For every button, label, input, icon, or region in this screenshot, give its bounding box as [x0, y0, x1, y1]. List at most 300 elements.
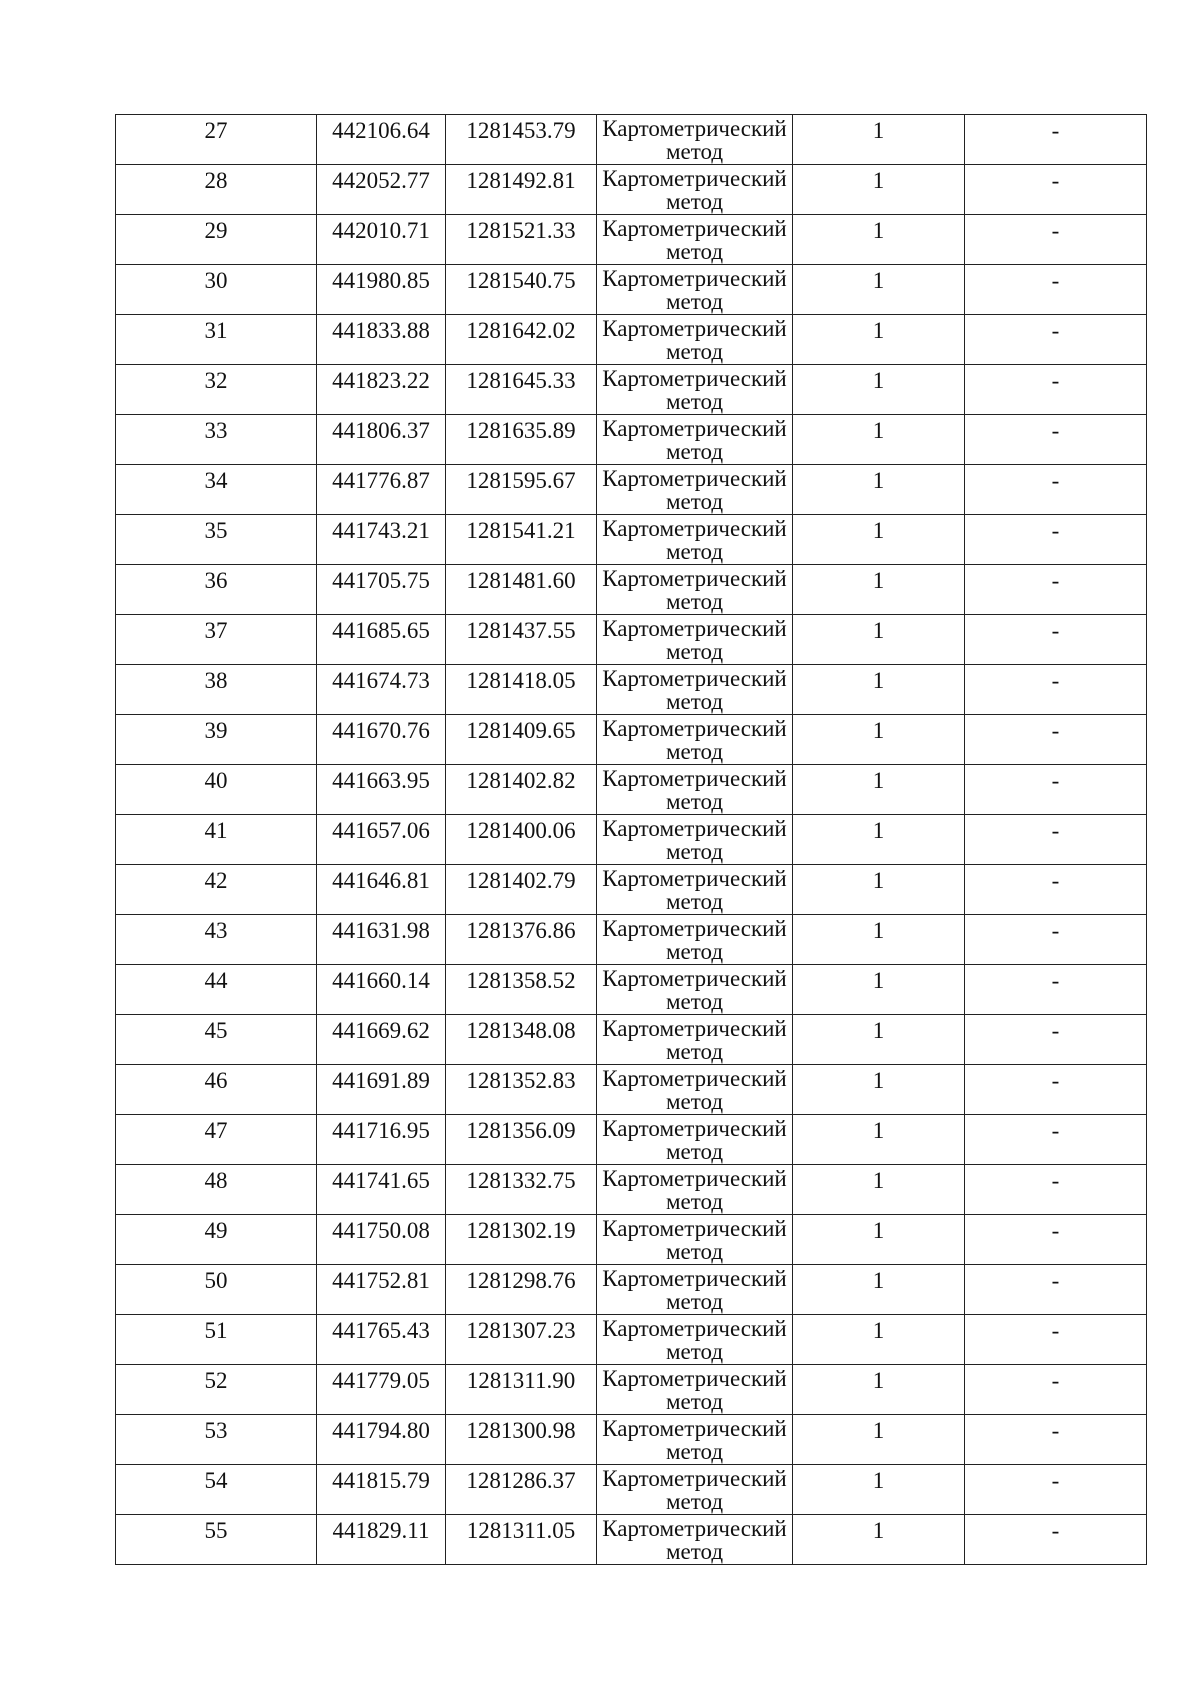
point-number-cell: [116, 1215, 317, 1265]
accuracy-cell: [793, 565, 965, 615]
note-cell-text: -: [1051, 718, 1060, 743]
coordinate-x-cell: [317, 1365, 446, 1415]
table-row: [116, 1215, 1147, 1265]
point-number-cell-text: 29: [204, 218, 228, 243]
coordinate-x-cell: [317, 1465, 446, 1515]
coordinate-y-cell: [446, 1365, 597, 1415]
coordinate-x-cell-text: 441815.79: [332, 1468, 430, 1493]
accuracy-cell: [793, 815, 965, 865]
accuracy-cell: [793, 1315, 965, 1365]
coordinate-x-cell-text: 441657.06: [332, 818, 430, 843]
accuracy-cell-text: 1: [872, 868, 885, 893]
accuracy-cell-text: 1: [872, 618, 885, 643]
coordinate-y-cell-text: 1281635.89: [466, 418, 576, 443]
method-cell-text: Картометрический метод: [602, 716, 787, 764]
method-cell: [597, 1115, 793, 1165]
table-row: [116, 965, 1147, 1015]
coordinate-x-cell-text: 442010.71: [332, 218, 430, 243]
coordinate-y-cell-text: 1281642.02: [466, 318, 576, 343]
coordinate-y-cell: [446, 1515, 597, 1565]
note-cell-text: -: [1051, 1218, 1060, 1243]
method-cell-text: Картометрический метод: [602, 916, 787, 964]
coordinate-x-cell-text: 441705.75: [332, 568, 430, 593]
accuracy-cell-text: 1: [872, 368, 885, 393]
point-number-cell: [116, 1315, 317, 1365]
table-row: [116, 165, 1147, 215]
accuracy-cell-text: 1: [872, 1168, 885, 1193]
point-number-cell: [116, 265, 317, 315]
point-number-cell: [116, 1365, 317, 1415]
note-cell-text: -: [1051, 168, 1060, 193]
point-number-cell-text: 47: [204, 1118, 228, 1143]
coordinate-y-cell-text: 1281402.82: [466, 768, 576, 793]
coordinate-y-cell-text: 1281311.90: [466, 1368, 576, 1393]
table-row: [116, 265, 1147, 315]
method-cell-text: Картометрический метод: [602, 1116, 787, 1164]
method-cell: [597, 1215, 793, 1265]
coordinate-x-cell: [317, 615, 446, 665]
note-cell: [965, 1115, 1147, 1165]
point-number-cell-text: 41: [204, 818, 228, 843]
note-cell: [965, 1515, 1147, 1565]
table-row: [116, 1115, 1147, 1165]
table-row: [116, 1515, 1147, 1565]
coordinate-x-cell: [317, 965, 446, 1015]
note-cell: [965, 465, 1147, 515]
coordinate-y-cell-text: 1281298.76: [466, 1268, 576, 1293]
note-cell: [965, 1015, 1147, 1065]
accuracy-cell-text: 1: [872, 168, 885, 193]
coordinate-y-cell: [446, 615, 597, 665]
method-cell: [597, 365, 793, 415]
point-number-cell-text: 35: [204, 518, 228, 543]
note-cell-text: -: [1051, 618, 1060, 643]
method-cell-text: Картометрический метод: [602, 1416, 787, 1464]
note-cell-text: -: [1051, 1418, 1060, 1443]
coordinate-x-cell: [317, 165, 446, 215]
coordinate-x-cell: [317, 1515, 446, 1565]
coordinate-y-cell: [446, 1115, 597, 1165]
point-number-cell: [116, 415, 317, 465]
point-number-cell: [116, 1015, 317, 1065]
accuracy-cell: [793, 515, 965, 565]
accuracy-cell: [793, 1165, 965, 1215]
point-number-cell: [116, 315, 317, 365]
note-cell: [965, 1215, 1147, 1265]
coordinate-y-cell: [446, 715, 597, 765]
accuracy-cell-text: 1: [872, 918, 885, 943]
note-cell: [965, 415, 1147, 465]
coordinate-y-cell: [446, 1465, 597, 1515]
point-number-cell: [116, 615, 317, 665]
coordinate-y-cell-text: 1281302.19: [466, 1218, 576, 1243]
coordinate-y-cell-text: 1281332.75: [466, 1168, 576, 1193]
note-cell-text: -: [1051, 568, 1060, 593]
point-number-cell: [116, 465, 317, 515]
coordinate-y-cell-text: 1281307.23: [466, 1318, 576, 1343]
coordinate-x-cell-text: 442052.77: [332, 168, 430, 193]
method-cell: [597, 865, 793, 915]
table-row: [116, 115, 1147, 165]
coordinate-y-cell-text: 1281645.33: [466, 368, 576, 393]
coordinate-x-cell-text: 441631.98: [332, 918, 430, 943]
accuracy-cell: [793, 415, 965, 465]
coordinate-x-cell-text: 441646.81: [332, 868, 430, 893]
table-row: [116, 1315, 1147, 1365]
point-number-cell-text: 37: [204, 618, 228, 643]
point-number-cell: [116, 815, 317, 865]
coordinate-x-cell: [317, 365, 446, 415]
method-cell: [597, 1165, 793, 1215]
method-cell: [597, 1415, 793, 1465]
coordinate-y-cell: [446, 1015, 597, 1065]
coordinate-x-cell-text: 441980.85: [332, 268, 430, 293]
coordinate-y-cell-text: 1281595.67: [466, 468, 576, 493]
note-cell: [965, 1465, 1147, 1515]
point-number-cell-text: 28: [204, 168, 228, 193]
accuracy-cell: [793, 865, 965, 915]
accuracy-cell: [793, 615, 965, 665]
coordinate-x-cell-text: 441806.37: [332, 418, 430, 443]
table-row: [116, 1365, 1147, 1415]
note-cell-text: -: [1051, 868, 1060, 893]
accuracy-cell-text: 1: [872, 1518, 885, 1543]
note-cell: [965, 315, 1147, 365]
coordinate-y-cell: [446, 765, 597, 815]
coordinate-x-cell-text: 441691.89: [332, 1068, 430, 1093]
accuracy-cell: [793, 1115, 965, 1165]
method-cell-text: Картометрический метод: [602, 116, 787, 164]
method-cell: [597, 515, 793, 565]
point-number-cell: [116, 1065, 317, 1115]
coordinate-x-cell: [317, 215, 446, 265]
accuracy-cell-text: 1: [872, 1268, 885, 1293]
coordinate-y-cell-text: 1281540.75: [466, 268, 576, 293]
accuracy-cell-text: 1: [872, 818, 885, 843]
accuracy-cell: [793, 315, 965, 365]
method-cell-text: Картометрический метод: [602, 816, 787, 864]
coordinate-x-cell-text: 441663.95: [332, 768, 430, 793]
accuracy-cell-text: 1: [872, 468, 885, 493]
note-cell: [965, 665, 1147, 715]
point-number-cell: [116, 915, 317, 965]
method-cell-text: Картометрический метод: [602, 1016, 787, 1064]
method-cell-text: Картометрический метод: [602, 1166, 787, 1214]
coordinate-y-cell: [446, 1265, 597, 1315]
note-cell-text: -: [1051, 118, 1060, 143]
point-number-cell: [116, 1465, 317, 1515]
point-number-cell-text: 46: [204, 1068, 228, 1093]
coordinate-y-cell-text: 1281400.06: [466, 818, 576, 843]
note-cell: [965, 765, 1147, 815]
accuracy-cell-text: 1: [872, 1318, 885, 1343]
coordinates-table-body: [116, 115, 1147, 1565]
accuracy-cell: [793, 915, 965, 965]
coordinate-x-cell-text: 441750.08: [332, 1218, 430, 1243]
method-cell: [597, 1065, 793, 1115]
point-number-cell: [116, 865, 317, 915]
point-number-cell-text: 44: [204, 968, 228, 993]
point-number-cell-text: 33: [204, 418, 228, 443]
point-number-cell: [116, 965, 317, 1015]
point-number-cell: [116, 115, 317, 165]
table-row: [116, 865, 1147, 915]
coordinate-x-cell: [317, 1415, 446, 1465]
point-number-cell-text: 31: [204, 318, 228, 343]
note-cell: [965, 365, 1147, 415]
method-cell-text: Картометрический метод: [602, 516, 787, 564]
table-row: [116, 815, 1147, 865]
note-cell: [965, 215, 1147, 265]
coordinate-x-cell: [317, 1315, 446, 1365]
method-cell: [597, 315, 793, 365]
note-cell-text: -: [1051, 1168, 1060, 1193]
note-cell-text: -: [1051, 818, 1060, 843]
note-cell-text: -: [1051, 1118, 1060, 1143]
coordinate-y-cell-text: 1281453.79: [466, 118, 576, 143]
table-row: [116, 765, 1147, 815]
point-number-cell: [116, 665, 317, 715]
accuracy-cell: [793, 1415, 965, 1465]
method-cell-text: Картометрический метод: [602, 1516, 787, 1564]
note-cell: [965, 1415, 1147, 1465]
coordinate-y-cell: [446, 565, 597, 615]
method-cell-text: Картометрический метод: [602, 316, 787, 364]
note-cell: [965, 1165, 1147, 1215]
table-row: [116, 915, 1147, 965]
coordinate-y-cell: [446, 365, 597, 415]
note-cell: [965, 565, 1147, 615]
point-number-cell-text: 34: [204, 468, 228, 493]
coordinate-y-cell-text: 1281286.37: [466, 1468, 576, 1493]
table-row: [116, 1015, 1147, 1065]
coordinate-x-cell: [317, 515, 446, 565]
method-cell: [597, 215, 793, 265]
method-cell-text: Картометрический метод: [602, 566, 787, 614]
method-cell-text: Картометрический метод: [602, 166, 787, 214]
coordinate-y-cell: [446, 215, 597, 265]
method-cell-text: Картометрический метод: [602, 1216, 787, 1264]
coordinate-y-cell-text: 1281481.60: [466, 568, 576, 593]
note-cell: [965, 515, 1147, 565]
coordinate-y-cell-text: 1281437.55: [466, 618, 576, 643]
method-cell: [597, 915, 793, 965]
point-number-cell: [116, 515, 317, 565]
point-number-cell-text: 52: [204, 1368, 228, 1393]
note-cell-text: -: [1051, 368, 1060, 393]
coordinate-y-cell-text: 1281376.86: [466, 918, 576, 943]
accuracy-cell: [793, 765, 965, 815]
coordinate-y-cell-text: 1281409.65: [466, 718, 576, 743]
coordinate-y-cell-text: 1281311.05: [466, 1518, 576, 1543]
note-cell-text: -: [1051, 668, 1060, 693]
note-cell: [965, 1315, 1147, 1365]
accuracy-cell: [793, 1065, 965, 1115]
note-cell-text: -: [1051, 768, 1060, 793]
note-cell-text: -: [1051, 1368, 1060, 1393]
point-number-cell-text: 50: [204, 1268, 228, 1293]
note-cell: [965, 115, 1147, 165]
coordinate-x-cell-text: 441670.76: [332, 718, 430, 743]
point-number-cell: [116, 1265, 317, 1315]
coordinate-x-cell: [317, 115, 446, 165]
accuracy-cell: [793, 1465, 965, 1515]
coordinate-y-cell-text: 1281348.08: [466, 1018, 576, 1043]
point-number-cell: [116, 215, 317, 265]
point-number-cell: [116, 1115, 317, 1165]
accuracy-cell-text: 1: [872, 218, 885, 243]
point-number-cell-text: 54: [204, 1468, 228, 1493]
coordinate-y-cell: [446, 465, 597, 515]
note-cell-text: -: [1051, 518, 1060, 543]
coordinate-x-cell-text: 441779.05: [332, 1368, 430, 1393]
coordinate-x-cell-text: 441743.21: [332, 518, 430, 543]
coordinate-y-cell-text: 1281521.33: [466, 218, 576, 243]
coordinate-x-cell-text: 441669.62: [332, 1018, 430, 1043]
table-row: [116, 615, 1147, 665]
point-number-cell-text: 39: [204, 718, 228, 743]
note-cell: [965, 915, 1147, 965]
accuracy-cell: [793, 715, 965, 765]
table-row: [116, 1265, 1147, 1315]
coordinate-x-cell-text: 441674.73: [332, 668, 430, 693]
table-row: [116, 215, 1147, 265]
coordinate-x-cell-text: 442106.64: [332, 118, 430, 143]
table-row: [116, 365, 1147, 415]
accuracy-cell-text: 1: [872, 118, 885, 143]
coordinate-x-cell: [317, 265, 446, 315]
coordinate-x-cell-text: 441660.14: [332, 968, 430, 993]
note-cell-text: -: [1051, 318, 1060, 343]
coordinate-x-cell: [317, 815, 446, 865]
table-row: [116, 315, 1147, 365]
point-number-cell-text: 49: [204, 1218, 228, 1243]
coordinate-x-cell-text: 441752.81: [332, 1268, 430, 1293]
note-cell-text: -: [1051, 968, 1060, 993]
accuracy-cell: [793, 1515, 965, 1565]
table-row: [116, 1415, 1147, 1465]
coordinate-y-cell: [446, 315, 597, 365]
accuracy-cell: [793, 115, 965, 165]
coordinate-x-cell: [317, 765, 446, 815]
method-cell: [597, 765, 793, 815]
coordinate-x-cell: [317, 1015, 446, 1065]
method-cell-text: Картометрический метод: [602, 766, 787, 814]
coordinate-y-cell: [446, 165, 597, 215]
note-cell-text: -: [1051, 218, 1060, 243]
method-cell-text: Картометрический метод: [602, 466, 787, 514]
method-cell-text: Картометрический метод: [602, 266, 787, 314]
point-number-cell-text: 30: [204, 268, 228, 293]
coordinate-x-cell: [317, 715, 446, 765]
point-number-cell-text: 55: [204, 1518, 228, 1543]
accuracy-cell-text: 1: [872, 518, 885, 543]
accuracy-cell: [793, 215, 965, 265]
note-cell: [965, 265, 1147, 315]
coordinate-y-cell: [446, 1215, 597, 1265]
accuracy-cell-text: 1: [872, 568, 885, 593]
method-cell: [597, 1315, 793, 1365]
coordinate-x-cell: [317, 865, 446, 915]
method-cell-text: Картометрический метод: [602, 866, 787, 914]
method-cell: [597, 615, 793, 665]
coordinate-y-cell: [446, 965, 597, 1015]
coordinate-x-cell: [317, 415, 446, 465]
accuracy-cell-text: 1: [872, 1218, 885, 1243]
note-cell-text: -: [1051, 1068, 1060, 1093]
method-cell-text: Картометрический метод: [602, 1466, 787, 1514]
coordinate-y-cell: [446, 1315, 597, 1365]
method-cell: [597, 815, 793, 865]
method-cell: [597, 665, 793, 715]
point-number-cell-text: 32: [204, 368, 228, 393]
accuracy-cell-text: 1: [872, 1368, 885, 1393]
accuracy-cell-text: 1: [872, 1118, 885, 1143]
coordinate-x-cell: [317, 465, 446, 515]
coordinate-y-cell: [446, 115, 597, 165]
note-cell: [965, 715, 1147, 765]
accuracy-cell-text: 1: [872, 768, 885, 793]
accuracy-cell-text: 1: [872, 318, 885, 343]
coordinate-x-cell-text: 441794.80: [332, 1418, 430, 1443]
accuracy-cell: [793, 1215, 965, 1265]
point-number-cell: [116, 165, 317, 215]
coordinate-y-cell-text: 1281352.83: [466, 1068, 576, 1093]
point-number-cell-text: 51: [204, 1318, 228, 1343]
accuracy-cell-text: 1: [872, 968, 885, 993]
note-cell-text: -: [1051, 1318, 1060, 1343]
note-cell-text: -: [1051, 268, 1060, 293]
coordinate-y-cell-text: 1281492.81: [466, 168, 576, 193]
method-cell-text: Картометрический метод: [602, 1366, 787, 1414]
coordinate-x-cell: [317, 315, 446, 365]
accuracy-cell: [793, 965, 965, 1015]
point-number-cell: [116, 765, 317, 815]
coordinate-x-cell: [317, 1215, 446, 1265]
method-cell-text: Картометрический метод: [602, 416, 787, 464]
coordinate-x-cell-text: 441765.43: [332, 1318, 430, 1343]
point-number-cell: [116, 1515, 317, 1565]
coordinate-x-cell-text: 441685.65: [332, 618, 430, 643]
method-cell-text: Картометрический метод: [602, 366, 787, 414]
coordinate-x-cell: [317, 565, 446, 615]
accuracy-cell: [793, 465, 965, 515]
coordinate-x-cell: [317, 1065, 446, 1115]
method-cell-text: Картометрический метод: [602, 1066, 787, 1114]
coordinate-x-cell: [317, 1165, 446, 1215]
coordinate-y-cell: [446, 265, 597, 315]
note-cell: [965, 815, 1147, 865]
accuracy-cell-text: 1: [872, 668, 885, 693]
point-number-cell-text: 38: [204, 668, 228, 693]
coordinate-y-cell-text: 1281300.98: [466, 1418, 576, 1443]
accuracy-cell: [793, 1365, 965, 1415]
accuracy-cell-text: 1: [872, 418, 885, 443]
coordinate-y-cell: [446, 915, 597, 965]
coordinate-y-cell: [446, 1415, 597, 1465]
coordinate-y-cell: [446, 415, 597, 465]
coordinate-y-cell-text: 1281402.79: [466, 868, 576, 893]
note-cell: [965, 1265, 1147, 1315]
accuracy-cell-text: 1: [872, 1468, 885, 1493]
accuracy-cell-text: 1: [872, 1068, 885, 1093]
coordinate-y-cell: [446, 1065, 597, 1115]
coordinate-y-cell: [446, 665, 597, 715]
method-cell-text: Картометрический метод: [602, 666, 787, 714]
method-cell: [597, 1515, 793, 1565]
coordinate-x-cell-text: 441716.95: [332, 1118, 430, 1143]
note-cell: [965, 615, 1147, 665]
